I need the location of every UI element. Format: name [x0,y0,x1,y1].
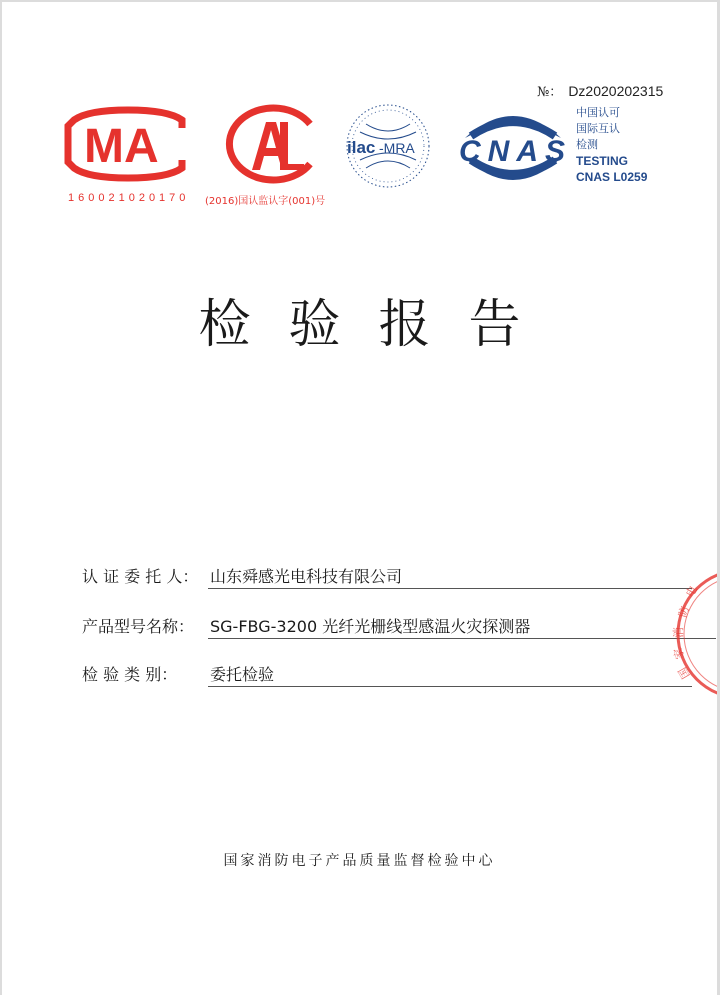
svg-text:-MRA: -MRA [379,140,415,156]
svg-text:消: 消 [672,627,685,638]
official-seal [670,568,717,712]
issuing-organization: 国家消防电子产品质量监督检验中心 [223,853,496,869]
field-product-value: SG-FBG-3200 光纤光栅线型感温火灾探测器 [210,617,531,636]
cma-code: 160021020170 [68,192,190,204]
svg-text:防: 防 [676,604,692,619]
cma-logo [64,106,192,186]
field-product-label: 产品型号名称： [82,617,195,636]
page-title: 检验报告 [198,295,559,355]
field-product [82,614,531,640]
report-number-value: Dz2020202315 [568,83,664,99]
field-client [82,564,403,590]
field-inspection-type-value: 委托检验 [210,665,275,684]
field-inspection-type-underline [208,686,692,687]
cnas-line-1: 中国认可 [576,106,620,119]
cnas-text: CNAS [459,135,565,168]
ilac-text: ilac [347,138,376,157]
cal-code: (2016)国认监认字(001)号 [205,196,326,207]
field-inspection-type [82,662,275,688]
cnas-line-2: 国际互认 [576,122,620,135]
field-client-label: 认 证 委 托 人： [82,567,199,586]
report-number [537,81,663,100]
cnas-line-4: TESTING [576,154,629,168]
field-product-underline [208,638,716,639]
report-cover-page [2,2,717,995]
field-client-value: 山东舜感光电科技有限公司 [210,567,403,586]
field-inspection-type-label: 检 验 类 别： [82,665,178,684]
cnas-line-5: CNAS L0259 [576,170,648,184]
cnas-accreditation-text [576,105,647,185]
cma-text: MA [84,120,159,173]
field-client-underline [208,588,692,589]
svg-text:国: 国 [675,664,693,681]
svg-text:电: 电 [683,583,701,600]
cnas-logo [457,106,569,194]
cnas-line-3: 检测 [576,138,598,151]
svg-text:家: 家 [671,646,687,661]
report-number-label: №： [537,85,563,100]
ilac-mra-logo [344,102,432,194]
cal-logo [224,104,322,188]
